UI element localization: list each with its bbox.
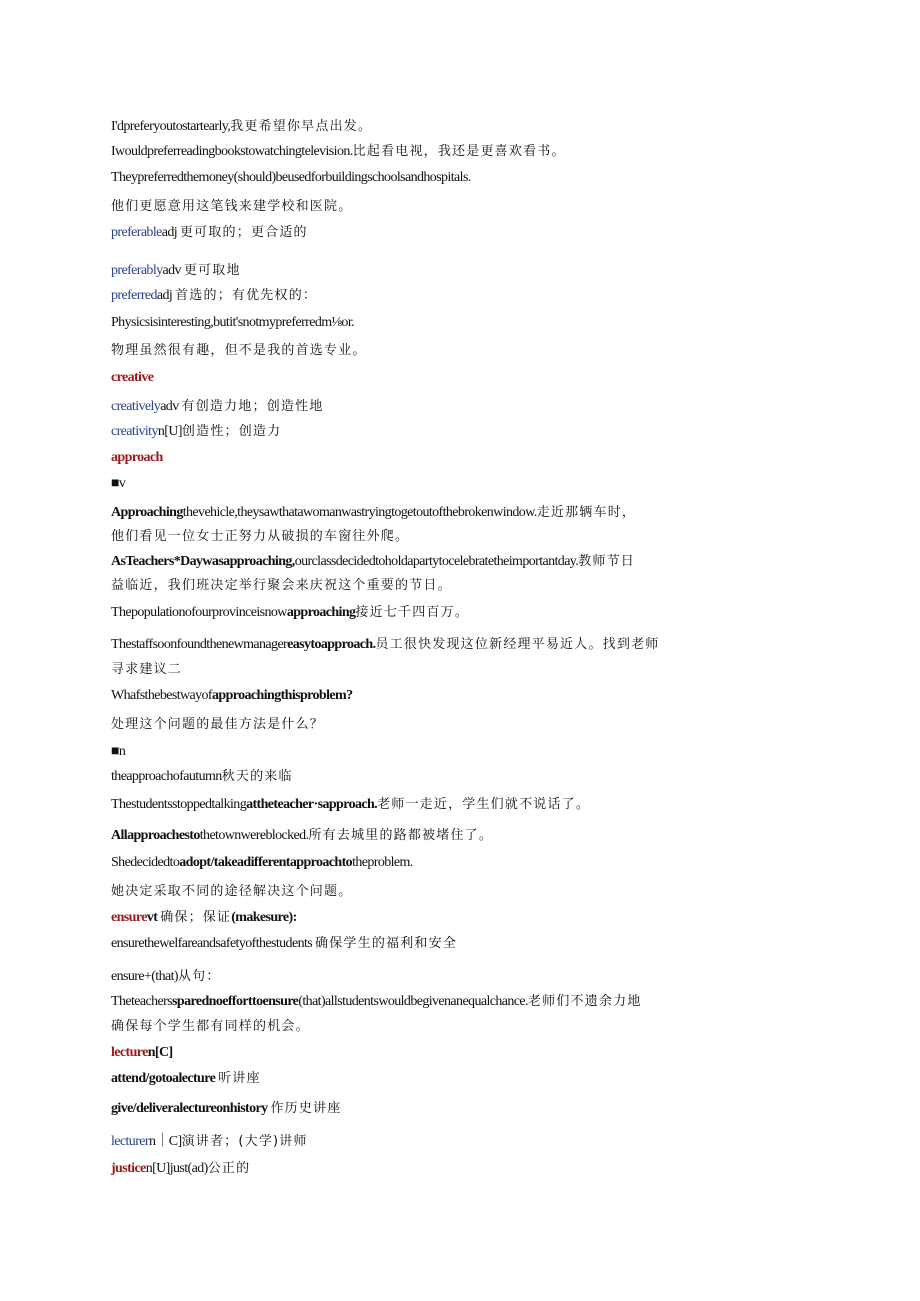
- translation: 寻求建议二: [111, 662, 183, 677]
- pos-marker: ■n: [111, 744, 126, 759]
- pos-marker: ■v: [111, 476, 126, 491]
- translation: 处理这个问题的最佳方法是什么？: [111, 717, 325, 732]
- example-sentence: Theypreferredthemoney(should)beusedforbuildingschoolsandhospitals.: [111, 170, 471, 185]
- word-entry-preferable: preferableadj 更可取的；更合适的: [111, 225, 308, 240]
- word-entry-preferred: preferredadj 首选的；有优先权的：: [111, 288, 318, 303]
- example-sentence: I'dpreferyoutostartearly,我更希望你早点出发。: [111, 119, 373, 134]
- translation: 物理虽然很有趣，但不是我的首选专业。: [111, 343, 367, 358]
- word-entry-creatively: creativelyadv 有创造力地；创造性地: [111, 399, 324, 414]
- example-sentence: Thestaffsoonfoundthenewmanagereasytoapproach.员工很快发现这位新经理平易近人。找到老师: [111, 637, 660, 652]
- example-sentence: Theteacherssparednoefforttoensure(that)allstudentswouldbegivenanequalchance.老师们不遗余力地: [111, 994, 642, 1009]
- example-sentence: Approachingthevehicle,theysawthatawomanwastryingtogetoutofthebrokenwindow.走近那辆车时，: [111, 505, 637, 520]
- grammar-note: ensure+(that)从句：: [111, 969, 221, 984]
- example-phrase: give/deliveralectureonhistory 作历史讲座: [111, 1101, 342, 1116]
- headword-creative: creative: [111, 370, 154, 385]
- example-phrase: theapproachofautumn秋天的来临: [111, 769, 293, 784]
- word-entry-creativity: creativityn[U]创造性；创造力: [111, 424, 282, 439]
- example-sentence: Thepopulationofourprovinceisnowapproaching接近七千四百万。: [111, 605, 470, 620]
- example-phrase: attend/gotoalecture 听讲座: [111, 1071, 261, 1086]
- word-entry-ensure: ensurevt 确保；保证(makesure):: [111, 910, 297, 925]
- example-sentence: AsTeachers*Daywasapproaching,ourclassdecidedtoholdapartytocelebratetheimportantday.教师节日: [111, 554, 636, 569]
- word-entry-lecture: lecturen[C]: [111, 1045, 173, 1060]
- example-sentence: Physicsisinteresting,butit'snotmypreferredm⅛or.: [111, 315, 355, 330]
- word-entry-preferably: preferablyadv 更可取地: [111, 263, 241, 278]
- example-sentence: Iwouldpreferreadingbookstowatchingtelevision.比起看电视，我还是更喜欢看书。: [111, 144, 566, 159]
- example-sentence: Whafsthebestwayofapproachingthisproblem?: [111, 688, 353, 703]
- translation: 他们看见一位女士正努力从破损的车窗往外爬。: [111, 529, 410, 544]
- example-sentence: Thestudentsstoppedtalkingattheteacher·sapproach.老师一走近，学生们就不说话了。: [111, 797, 591, 812]
- word-entry-lecturer: lecturern｜C]演讲者；(大学)讲师: [111, 1134, 308, 1149]
- translation: 益临近，我们班决定举行聚会来庆祝这个重要的节日。: [111, 578, 452, 593]
- word-entry-justice: justicen[U]just(ad)公正的: [111, 1161, 251, 1176]
- example-phrase: ensurethewelfareandsafetyofthestudents 确保学生的福利和安全: [111, 936, 458, 951]
- example-sentence: Allapproachestothetownwereblocked.所有去城里的路都被堵住了。: [111, 828, 494, 843]
- example-sentence: Shedecidedtoadopt/takeadifferentapproachtotheproblem.: [111, 855, 413, 870]
- headword-approach: approach: [111, 450, 163, 465]
- translation: 确保每个学生都有同样的机会。: [111, 1019, 310, 1034]
- translation: 她决定采取不同的途径解决这个问题。: [111, 884, 353, 899]
- translation: 他们更愿意用这笔钱来建学校和医院。: [111, 199, 353, 214]
